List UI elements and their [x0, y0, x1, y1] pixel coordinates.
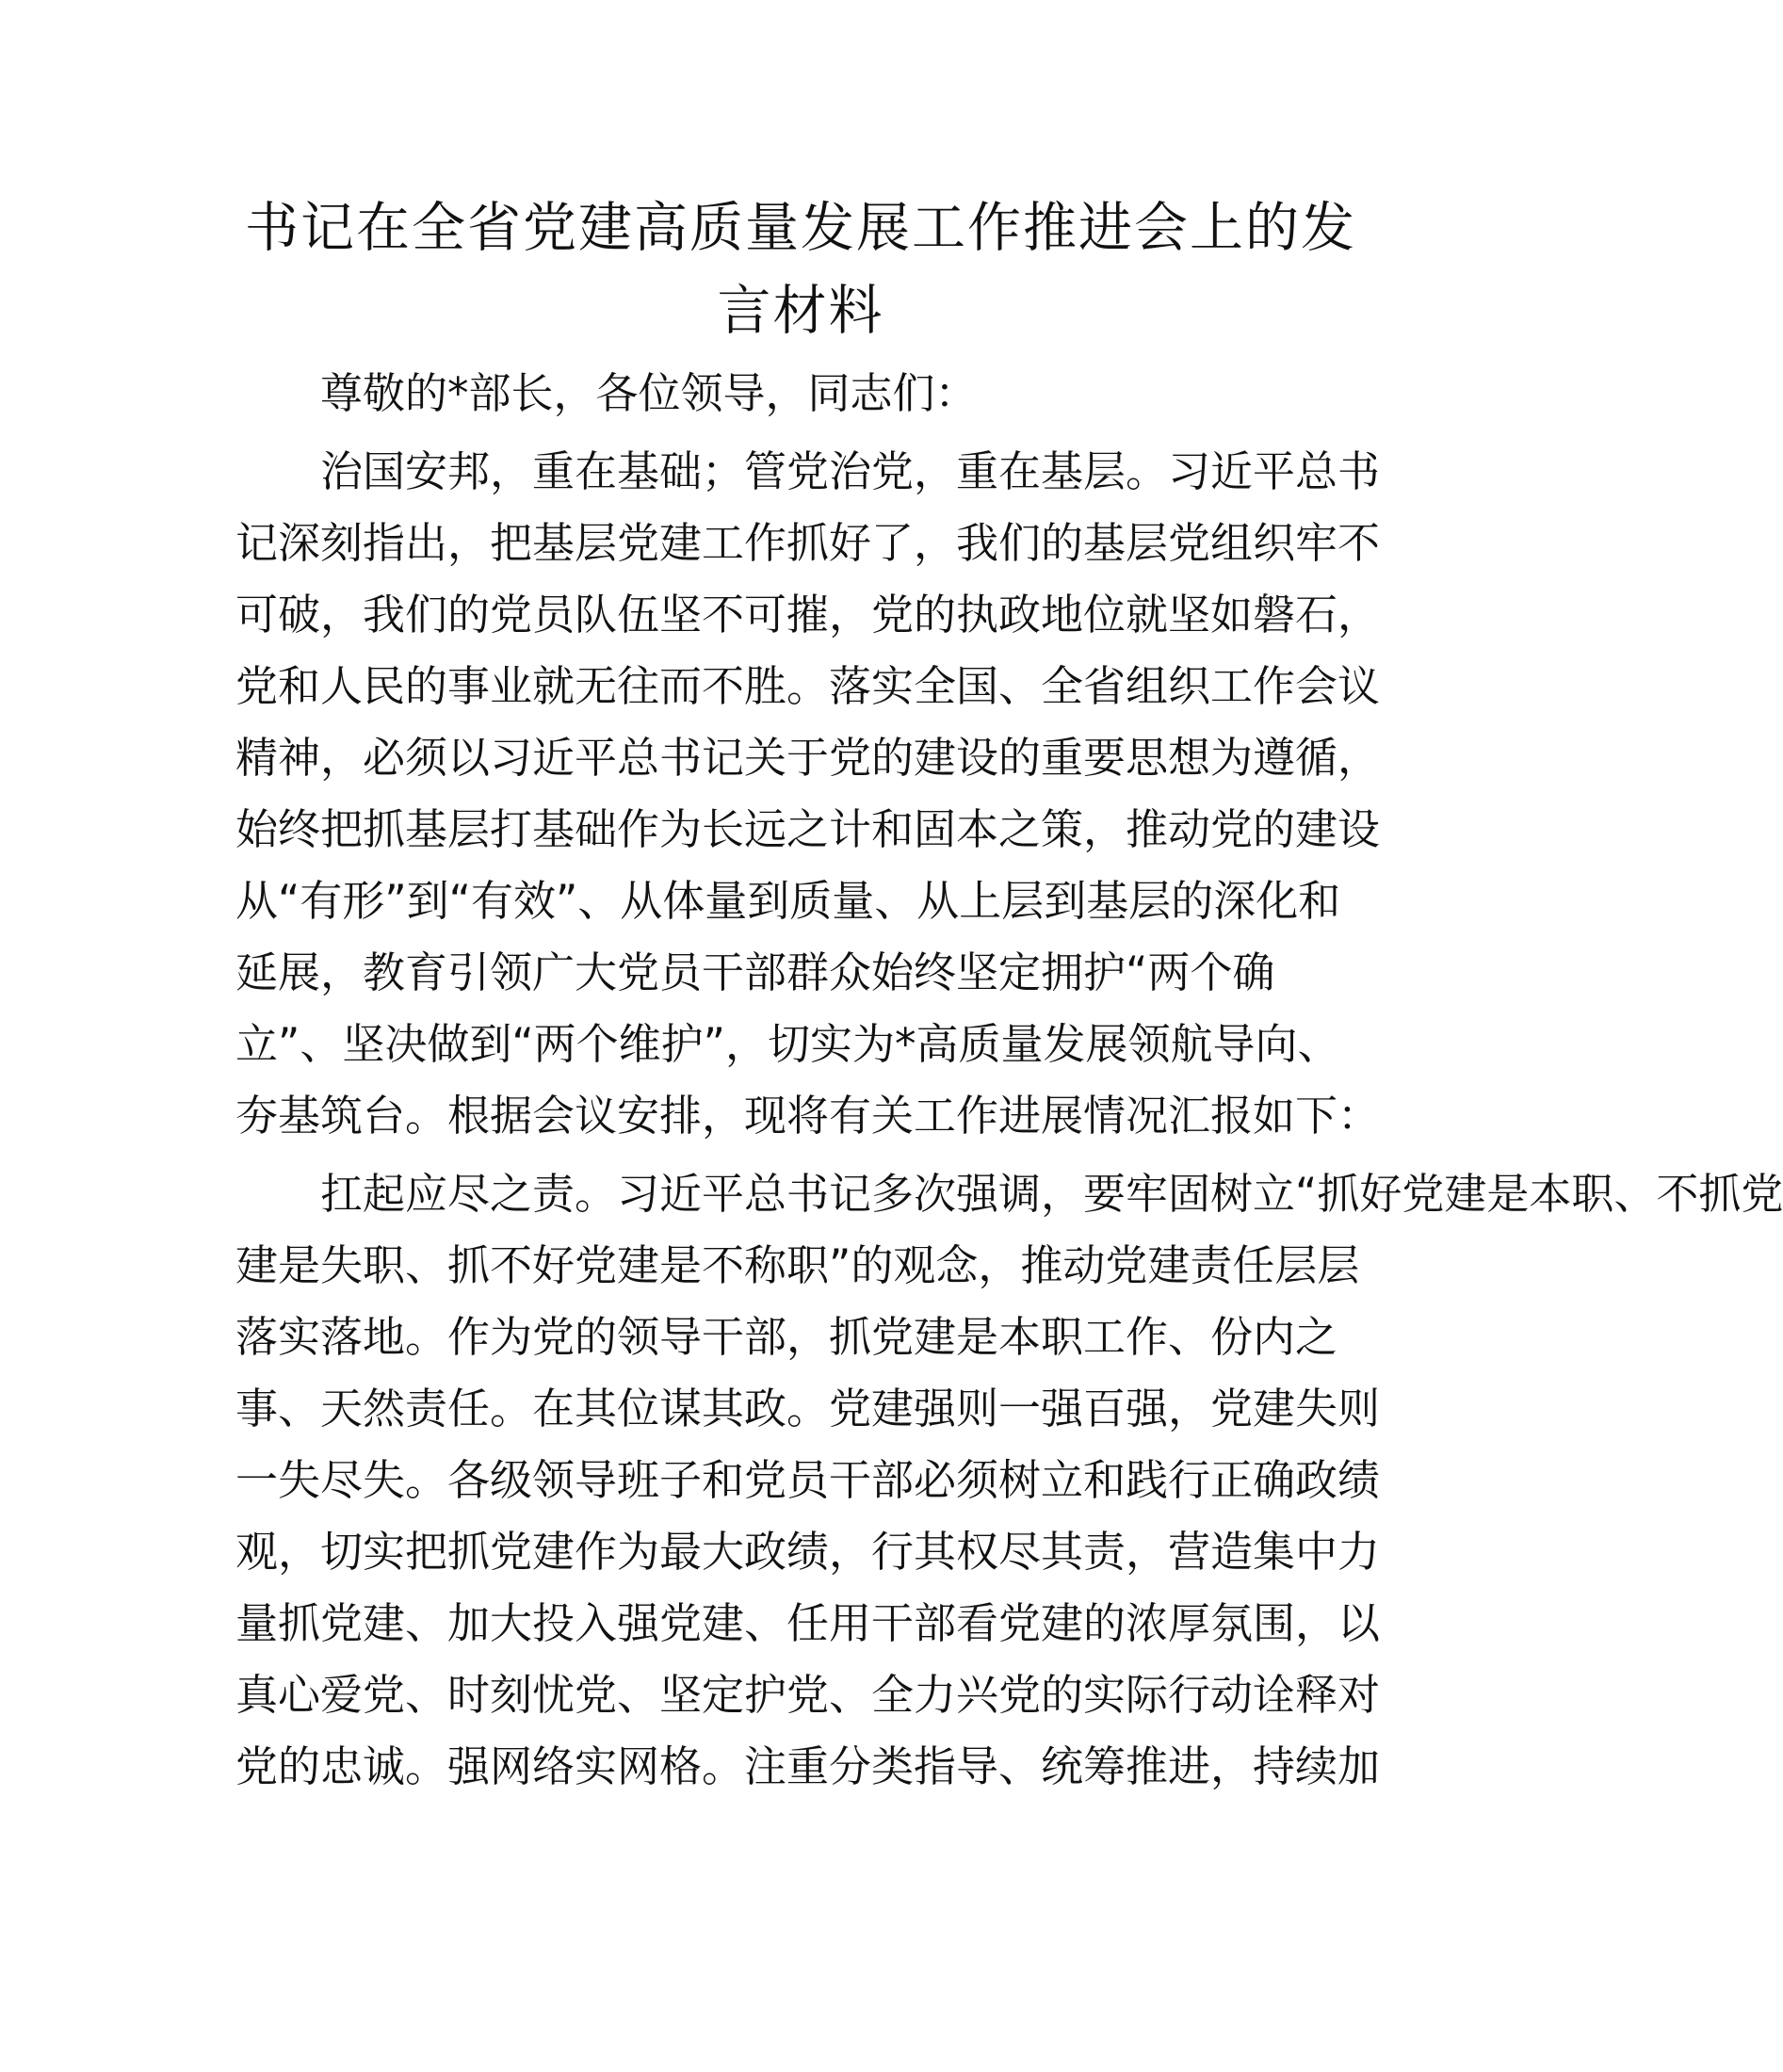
body-line: 真心爱党、时刻忧党、坚定护党、全力兴党的实际行动诠释对	[235, 1670, 1381, 1720]
body-line: 精神，必须以习近平总书记关于党的建设的重要思想为遵循，	[235, 733, 1381, 783]
document-body	[235, 358, 1783, 1803]
title-line-1: 书记在全省党建高质量发展工作推进会上的发	[245, 197, 1356, 259]
body-line: 落实落地。作为党的领导干部，抓党建是本职工作、份内之	[235, 1312, 1338, 1362]
body-line: 量抓党建、加大投入强党建、任用干部看党建的浓厚氛围，以	[235, 1598, 1381, 1648]
body-line: 党和人民的事业就无往而不胜。落实全国、全省组织工作会议	[235, 661, 1381, 711]
title-line-2: 言材料	[717, 280, 884, 342]
body-line: 事、天然责任。在其位谋其政。党建强则一强百强，党建失则	[235, 1384, 1381, 1433]
body-line: 立”、坚决做到“两个维护”，切实为*高质量发展领航导向、	[235, 1019, 1340, 1069]
body-line: 可破，我们的党员队伍坚不可摧，党的执政地位就坚如磐石，	[235, 590, 1381, 639]
body-line: 建是失职、抓不好党建是不称职”的观念，推动党建责任层层	[235, 1240, 1360, 1290]
body-line: 延展，教育引领广大党员干部群众始终坚定拥护“两个确	[235, 947, 1275, 997]
body-line: 党的忠诚。强网络实网格。注重分类指导、统筹推进，持续加	[235, 1741, 1381, 1791]
body-line: 从“有形”到“有效”、从体量到质量、从上层到基层的深化和	[235, 876, 1341, 926]
body-line: 观，切实把抓党建作为最大政绩，行其权尽其责，营造集中力	[235, 1527, 1381, 1577]
body-line: 夯基筑台。根据会议安排，现将有关工作进展情况汇报如下：	[235, 1091, 1381, 1141]
salutation: 尊敬的*部长，各位领导，同志们：	[320, 368, 978, 418]
body-line: 记深刻指出，把基层党建工作抓好了，我们的基层党组织牢不	[235, 518, 1381, 568]
body-line: 一失尽失。各级领导班子和党员干部必须树立和践行正确政绩	[235, 1455, 1381, 1505]
body-line: 始终把抓基层打基础作为长远之计和固本之策，推动党的建设	[235, 804, 1381, 854]
body-line: 治国安邦，重在基础；管党治党，重在基层。习近平总书	[320, 446, 1381, 496]
body-line: 扛起应尽之责。习近平总书记多次强调，要牢固树立“抓好党建是本职、不抓党	[320, 1169, 1783, 1219]
document-title	[188, 186, 1413, 352]
